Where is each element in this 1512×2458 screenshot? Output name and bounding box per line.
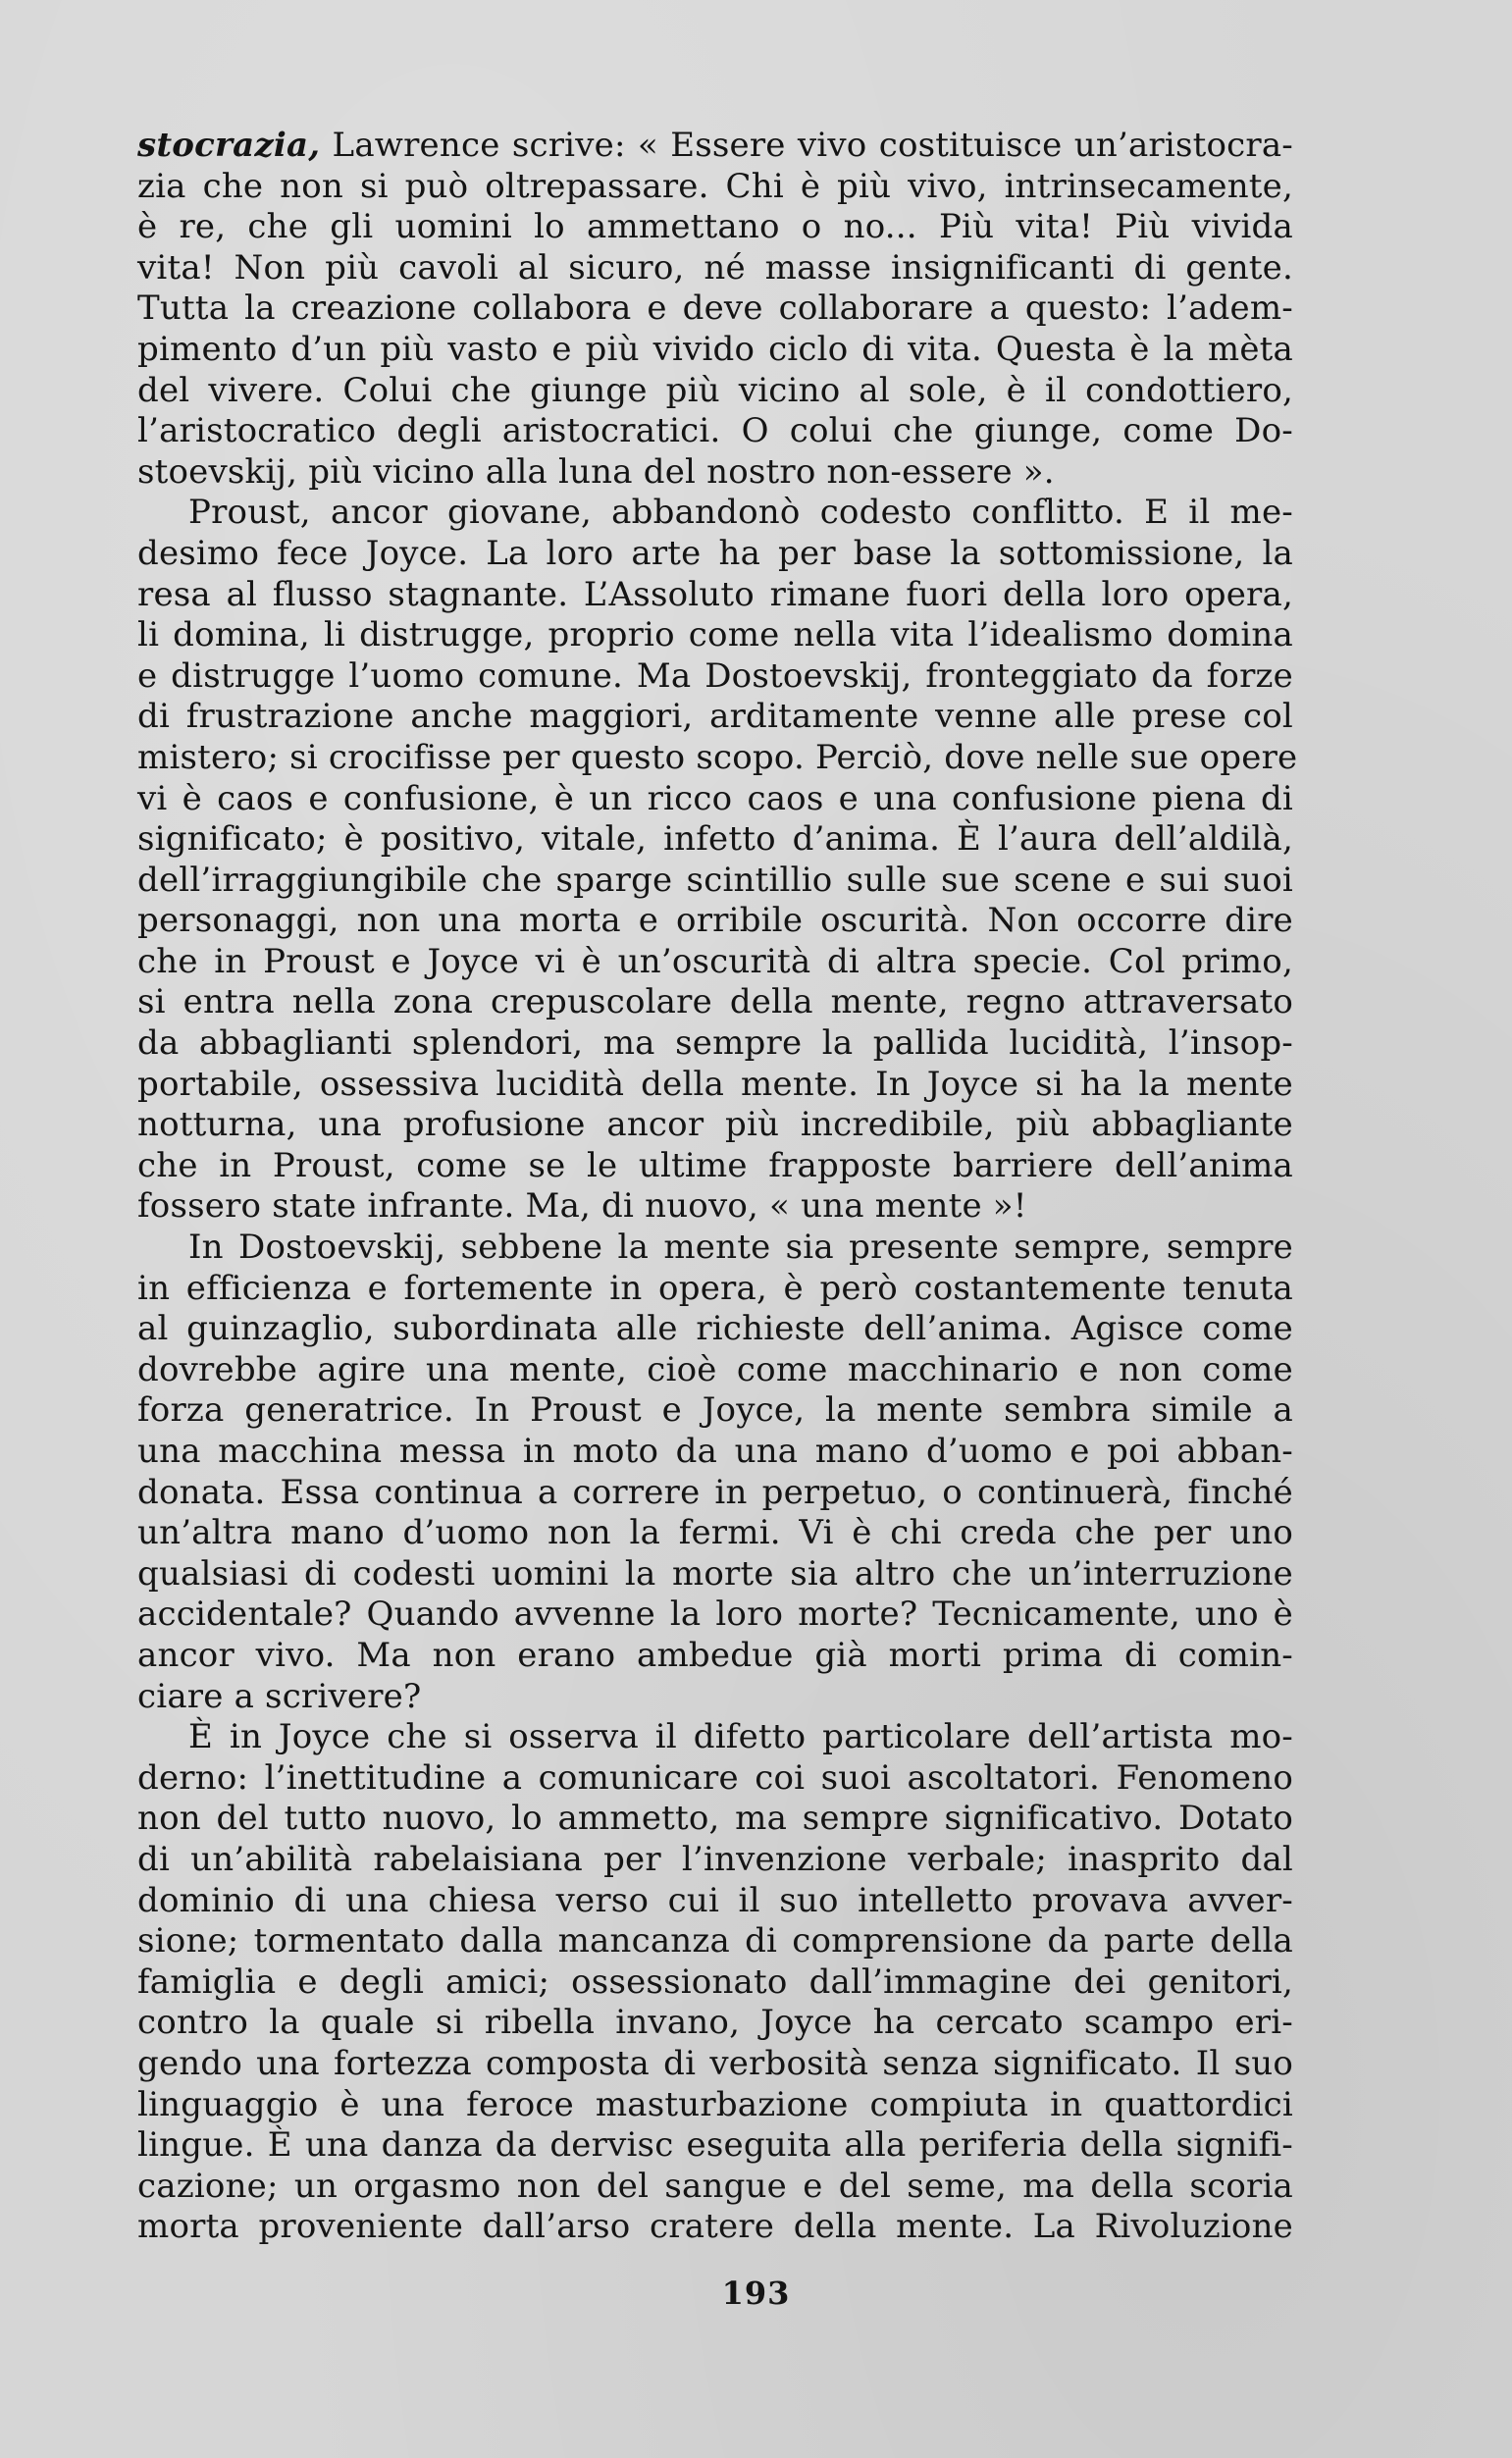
text-line: famiglia e degli amici; ossessionato dall’immagine dei genitori, [137, 1961, 1293, 2002]
text-line: cazione; un orgasmo non del sangue e del seme, ma della scoria [137, 2166, 1293, 2206]
text-line: forza generatrice. In Proust e Joyce, la mente sembra simile a [137, 1390, 1293, 1431]
text-line: contro la quale si ribella invano, Joyce ha cercato scampo eri- [137, 2003, 1293, 2043]
text-line: donata. Essa continua a correre in perpetuo, o continuerà, finché [137, 1472, 1293, 1512]
text-line: li domina, li distrugge, proprio come nella vita l’idealismo domina [137, 615, 1293, 655]
text-line: morta proveniente dall’arso cratere della mente. La Rivoluzione [137, 2207, 1293, 2247]
text-line: dovrebbe agire una mente, cioè come macchinario e non come [137, 1349, 1293, 1389]
text-line: al guinzaglio, subordinata alle richieste dell’anima. Agisce come [137, 1309, 1293, 1349]
text-line: resa al flusso stagnante. L’Assoluto rimane fuori della loro opera, [137, 574, 1293, 614]
text-line: che in Proust, come se le ultime frapposte barriere dell’anima [137, 1145, 1293, 1185]
text-line: ciare a scrivere? [137, 1676, 422, 1716]
text-line: dell’irraggiungibile che sparge scintillio sulle sue scene e sui suoi [137, 860, 1293, 900]
text-line: pimento d’un più vasto e più vivido ciclo di vita. Questa è la mèta [137, 329, 1293, 369]
text-line: e distrugge l’uomo comune. Ma Dostoevskij, fronteggiato da forze [137, 655, 1293, 696]
text-line: qualsiasi di codesti uomini la morte sia altro che un’interruzione [137, 1553, 1293, 1594]
text-line: dominio di una chiesa verso cui il suo intelletto provava avver- [137, 1880, 1293, 1920]
text-line: una macchina messa in moto da una mano d’uomo e poi abban- [137, 1432, 1293, 1471]
text-line: desimo fece Joyce. La loro arte ha per base la sottomissione, la [137, 533, 1293, 573]
body-text [137, 126, 1298, 2248]
text-line: lingue. È una danza da dervisc eseguita alla periferia della signifi- [137, 2125, 1293, 2166]
text-line: stocrazia, Lawrence scrive: « Essere vivo costituisce un’aristocra- [137, 126, 1293, 165]
text-line: personaggi, non una morta e orribile oscurità. Non occorre dire [137, 901, 1293, 941]
text-line: da abbaglianti splendori, ma sempre la pallida lucidità, l’insop- [137, 1023, 1293, 1064]
text-line: Tutta la creazione collabora e deve collaborare a questo: l’adem- [137, 288, 1293, 329]
text-line: l’aristocratico degli aristocratici. O colui che giunge, come Do- [137, 411, 1293, 451]
italic-word: stocrazia, [137, 126, 321, 165]
text-line: di frustrazione anche maggiori, arditamente venne alle prese col [137, 697, 1293, 737]
text-line: portabile, ossessiva lucidità della mente. In Joyce si ha la mente [137, 1064, 1293, 1104]
text-line: ancor vivo. Ma non erano ambedue già morti prima di comin- [137, 1635, 1293, 1675]
text-line: un’altra mano d’uomo non la fermi. Vi è chi creda che per uno [137, 1513, 1293, 1553]
text-line: in efficienza e fortemente in opera, è però costantemente tenuta [137, 1268, 1293, 1308]
text-line: sione; tormentato dalla mancanza di comprensione da parte della [137, 1921, 1293, 1961]
text-line: zia che non si può oltrepassare. Chi è più vivo, intrinsecamente, [137, 166, 1293, 206]
text-line: di un’abilità rabelaisiana per l’invenzione verbale; inasprito dal [137, 1839, 1293, 1879]
text-line: stoevskij, più vicino alla luna del nostro non-essere ». [137, 451, 1055, 492]
text-line: linguaggio è una feroce masturbazione compiuta in quattordici [137, 2084, 1293, 2124]
text-line: del vivere. Colui che giunge più vicino al sole, è il condottiero, [137, 370, 1293, 410]
text-line: si entra nella zona crepuscolare della mente, regno attraversato [137, 982, 1293, 1022]
text-line: mistero; si crocifisse per questo scopo. Perciò, dove nelle sue opere [137, 737, 1298, 777]
text-line: fossero state infrante. Ma, di nuovo, « una mente »! [137, 1186, 1027, 1227]
text-line: che in Proust e Joyce vi è un’oscurità di altra specie. Col primo, [137, 941, 1293, 981]
text-line: significato; è positivo, vitale, infetto d’anima. È l’aura dell’aldilà, [137, 819, 1293, 860]
text-line: è re, che gli uomini lo ammettano o no... Più vita! Più vivida [137, 207, 1293, 247]
text-line: accidentale? Quando avvenne la loro morte? Tecnicamente, uno è [137, 1595, 1293, 1635]
text-line: È in Joyce che si osserva il difetto particolare dell’artista mo- [188, 1717, 1293, 1757]
text-line: non del tutto nuovo, lo ammetto, ma sempre significativo. Dotato [137, 1799, 1293, 1839]
text-line: vita! Non più cavoli al sicuro, né masse insignificanti di gente. [137, 247, 1293, 288]
text-line: vi è caos e confusione, è un ricco caos e una confusione piena di [137, 778, 1293, 818]
text-line: notturna, una profusione ancor più incredibile, più abbagliante [137, 1105, 1293, 1145]
text-line: Proust, ancor giovane, abbandonò codesto conflitto. E il me- [188, 493, 1293, 533]
page-number: 193 [721, 2275, 791, 2312]
text-line: gendo una fortezza composta di verbosità senza significato. Il suo [137, 2043, 1293, 2083]
text-line: In Dostoevskij, sebbene la mente sia presente sempre, sempre [188, 1228, 1293, 1268]
text-line: derno: l’inettitudine a comunicare coi suoi ascoltatori. Fenomeno [137, 1757, 1293, 1798]
